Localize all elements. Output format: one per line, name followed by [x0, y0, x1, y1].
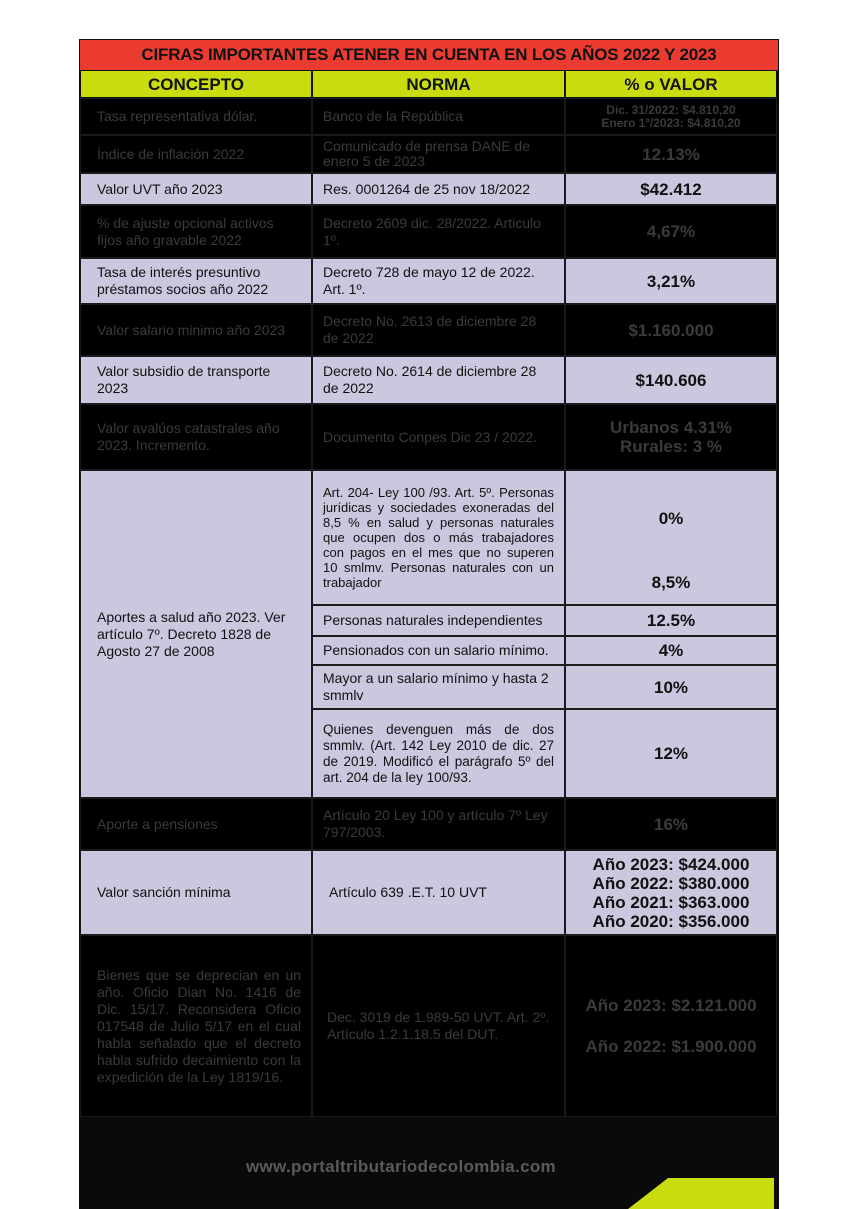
table-row-concepto: Valor avalúos catastrales año 2023. Incremento. [80, 404, 312, 470]
salud-valor: 12.5% [565, 605, 777, 636]
footer-url: www.portaltributariodecolombia.com [246, 1157, 556, 1176]
table-row-valor: 12.13% [565, 135, 777, 173]
bienes-valor [565, 935, 777, 1117]
table-row-valor: 3,21% [565, 258, 777, 304]
salud-valor: 12% [565, 709, 777, 798]
valor-line: 8,5% [651, 573, 691, 592]
valor-line: 0% [658, 509, 684, 528]
sancion-norma: Artículo 639 .E.T. 10 UVT [312, 850, 565, 935]
header-valor: % o VALOR [565, 70, 777, 98]
valor-line: Año 2021: $363.000 [592, 892, 750, 912]
salud-norma: Mayor a un salario mínimo y hasta 2 smmlv [312, 665, 565, 709]
salud-norma: Art. 204- Ley 100 /93. Art. 5º. Personas jurídicas y sociedades exoneradas del 8,5 % en salud y personas naturales que ocupen dos o más trabajadores con pagos en el mes que no superen 10 smlmv. Personas naturales con un trabajador [312, 470, 565, 605]
corner-stripe-decoration [628, 1178, 774, 1209]
table-row-valor: 4,67% [565, 205, 777, 258]
valor-line: Rurales: 3 % [619, 437, 723, 456]
valor-line: Año 2020: $356.000 [592, 911, 750, 931]
table-row-valor: $1.160.000 [565, 304, 777, 356]
valor-line: Urbanos 4.31% [610, 418, 732, 437]
table-row-valor: $140.606 [565, 356, 777, 404]
salud-valor: 10% [565, 665, 777, 709]
table-row-valor: $42.412 [565, 173, 777, 205]
table-row-norma: Decreto 2609 dic. 28/2022. Articulo 1º. [312, 205, 565, 258]
table-row-norma: Banco de la República [312, 98, 565, 135]
pensiones-norma: Artículo 20 Ley 100 y artículo 7º Ley 797/2003. [312, 798, 565, 850]
valor-line: Año 2022: $380.000 [592, 873, 750, 893]
header-concepto: CONCEPTO [80, 70, 312, 98]
valor-line: Dic. 31/2022: $4.810,20 [606, 102, 736, 117]
table-row-norma: Decreto 728 de mayo 12 de 2022. Art. 1º. [312, 258, 565, 304]
bienes-norma: Dec. 3019 de 1.989-50 UVT. Art. 2º. Artículo 1.2.1.18.5 del DUT. [312, 935, 565, 1117]
valor-line: Enero 1º/2023: $4.810,20 [601, 115, 741, 130]
salud-norma: Quienes devenguen más de dos smmlv. (Art. 142 Ley 2010 de dic. 27 de 2019. Modificó el parágrafo 5º del art. 204 de la ley 100/93. [312, 709, 565, 798]
pensiones-concepto: Aporte a pensiones [80, 798, 312, 850]
valor-line: Año 2023: $2.121.000 [585, 996, 757, 1015]
salud-norma: Personas naturales independientes [312, 605, 565, 636]
table-row-concepto: Índice de inflación 2022 [80, 135, 312, 173]
header-norma: NORMA [312, 70, 565, 98]
pensiones-valor: 16% [565, 798, 777, 850]
table-row-valor [565, 404, 777, 470]
valor-line: Año 2023: $424.000 [592, 854, 750, 874]
table-title: CIFRAS IMPORTANTES ATENER EN CUENTA EN LOS AÑOS 2022 Y 2023 [79, 39, 779, 71]
table-row-norma: Documento Conpes Dic 23 / 2022. [312, 404, 565, 470]
table-row-concepto: % de ajuste opcional activos fijos año gravable 2022 [80, 205, 312, 258]
sancion-valor [565, 850, 777, 935]
table-row-concepto: Valor subsidio de transporte 2023 [80, 356, 312, 404]
table-row-norma: Res. 0001264 de 25 nov 18/2022 [312, 173, 565, 205]
table-row-valor [565, 98, 777, 135]
valor-line: Año 2022: $1.900.000 [585, 1037, 757, 1056]
sancion-concepto: Valor sanción mínima [80, 850, 312, 935]
table-row-concepto: Tasa representativa dólar. [80, 98, 312, 135]
salud-valor: 4% [565, 636, 777, 665]
table-row-norma: Decreto No. 2614 de diciembre 28 de 2022 [312, 356, 565, 404]
salud-valor [565, 470, 777, 605]
table-row-norma: Comunicado de prensa DANE de enero 5 de 2023 [312, 135, 565, 173]
salud-norma: Pensionados con un salario mínimo. [312, 636, 565, 665]
bienes-concepto: Bienes que se deprecian en un año. Oficio Dian No. 1416 de Dic. 15/17. Reconsidera Oficio 017548 de Julio 5/17 en el cual habla señalado que el decreto habla sufrido decaimiento con la expedición de la Ley 1819/16. [80, 935, 312, 1117]
salud-concepto: Aportes a salud año 2023. Ver artículo 7º. Decreto 1828 de Agosto 27 de 2008 [80, 470, 312, 798]
table-row-concepto: Valor salario minimo año 2023 [80, 304, 312, 356]
table-row-norma: Decreto No. 2613 de diciembre 28 de 2022 [312, 304, 565, 356]
table-row-concepto: Tasa de interés presuntivo préstamos socios año 2022 [80, 258, 312, 304]
table-row-concepto: Valor UVT año 2023 [80, 173, 312, 205]
